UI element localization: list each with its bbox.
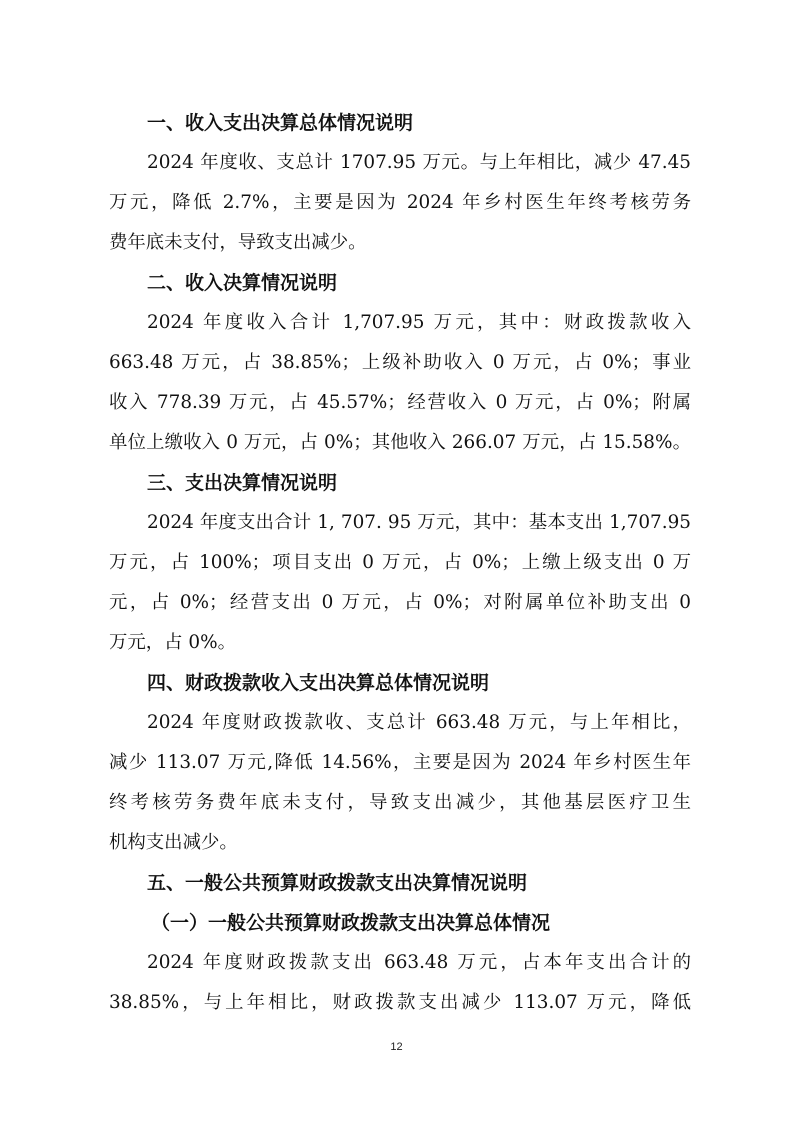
page-number: 12 [390,1041,403,1053]
paragraph-line: 万元，占 0%。 [109,632,236,653]
paragraph-line: 费年底未支付，导致支出减少。 [109,232,367,253]
document-body [109,103,691,1023]
paragraph-line: 万元，降低 2.7%，主要是因为 2024 年乡村医生年终考核劳务 [109,192,691,213]
section-heading-3: 三、支出决算情况说明 [147,472,338,494]
paragraph-line: 2024 年度财政拨款支出 663.48 万元，占本年支出合计的 [147,952,691,973]
section-heading-4: 四、财政拨款收入支出决算总体情况说明 [147,672,490,694]
paragraph-line: 机构支出减少。 [109,832,238,853]
paragraph-line: 2024 年度财政拨款收、支总计 663.48 万元，与上年相比， [147,712,691,733]
paragraph-line: 2024 年度收入合计 1,707.95 万元，其中：财政拨款收入 [147,312,691,333]
section-1-paragraph [109,143,691,263]
paragraph-line: 收入 778.39 万元，占 45.57%；经营收入 0 万元，占 0%；附属 [109,392,691,413]
paragraph-line: 终考核劳务费年底未支付，导致支出减少，其他基层医疗卫生 [109,792,691,813]
section-3-paragraph [109,503,691,663]
paragraph-line: 663.48 万元，占 38.85%；上级补助收入 0 万元，占 0%；事业 [109,352,691,373]
paragraph-line: 2024 年度收、支总计 1707.95 万元。与上年相比，减少 47.45 [147,152,691,173]
paragraph-line: 单位上缴收入 0 万元，占 0%；其他收入 266.07 万元，占 15.58%。 [109,432,691,453]
section-heading-2: 二、收入决算情况说明 [147,272,338,294]
section-heading-5: 五、一般公共预算财政拨款支出决算情况说明 [147,872,528,894]
paragraph-line: 2024 年度支出合计 1, 707. 95 万元，其中：基本支出 1,707.95 [147,512,691,533]
section-2-paragraph [109,303,691,463]
subsection-heading: （一）一般公共预算财政拨款支出决算总体情况 [151,912,551,934]
paragraph-line: 万元，占 100%；项目支出 0 万元，占 0%；上缴上级支出 0 万 [109,552,691,573]
section-5-paragraph [109,943,691,1023]
section-heading-1: 一、收入支出决算总体情况说明 [147,112,414,134]
section-4-paragraph [109,703,691,863]
paragraph-line: 元，占 0%；经营支出 0 万元，占 0%；对附属单位补助支出 0 [109,592,691,613]
paragraph-line: 38.85%，与上年相比，财政拨款支出减少 113.07 万元，降低 [109,992,691,1013]
paragraph-line: 减少 113.07 万元,降低 14.56%，主要是因为 2024 年乡村医生年 [109,752,691,773]
